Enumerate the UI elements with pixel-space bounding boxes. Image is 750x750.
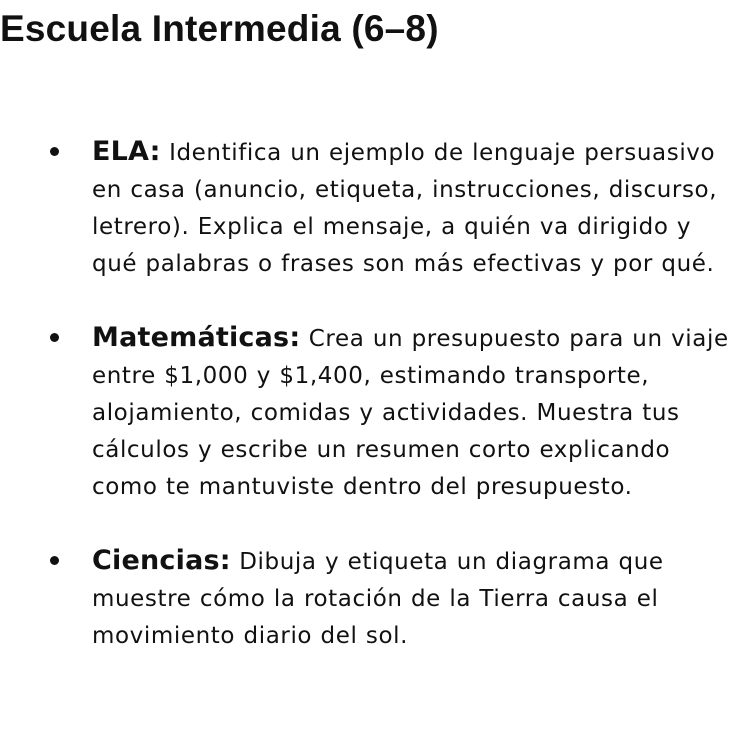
list-item-matematicas: [0, 319, 750, 506]
assignment-list: [0, 133, 750, 691]
subject-label: ELA:: [92, 136, 161, 167]
assignment-text: Crea un presupuesto para un viaje entre $1,000 y $1,400, estimando transporte, alojamiento, comidas y actividades. Muestra tus cálculos y escribe un resumen corto explicando como te mantuviste dentro del presupuesto.: [92, 326, 729, 500]
bullet-icon: [50, 333, 59, 342]
page-title: Escuela Intermedia (6–8): [0, 8, 439, 49]
assignment-text: Dibuja y etiqueta un diagrama que muestre cómo la rotación de la Tierra causa el movimiento diario del sol.: [92, 549, 664, 649]
bullet-icon: [50, 147, 59, 156]
list-item-ela: [0, 133, 750, 283]
list-item-ciencias: [0, 542, 750, 655]
subject-label: Matemáticas:: [92, 322, 301, 353]
assignment-text: Identifica un ejemplo de lenguaje persuasivo en casa (anuncio, etiqueta, instrucciones, discurso, letrero). Explica el mensaje, a quién va dirigido y qué palabras o frases son más efectivas y por qué.: [92, 140, 718, 277]
bullet-icon: [50, 556, 59, 565]
subject-label: Ciencias:: [92, 545, 231, 576]
